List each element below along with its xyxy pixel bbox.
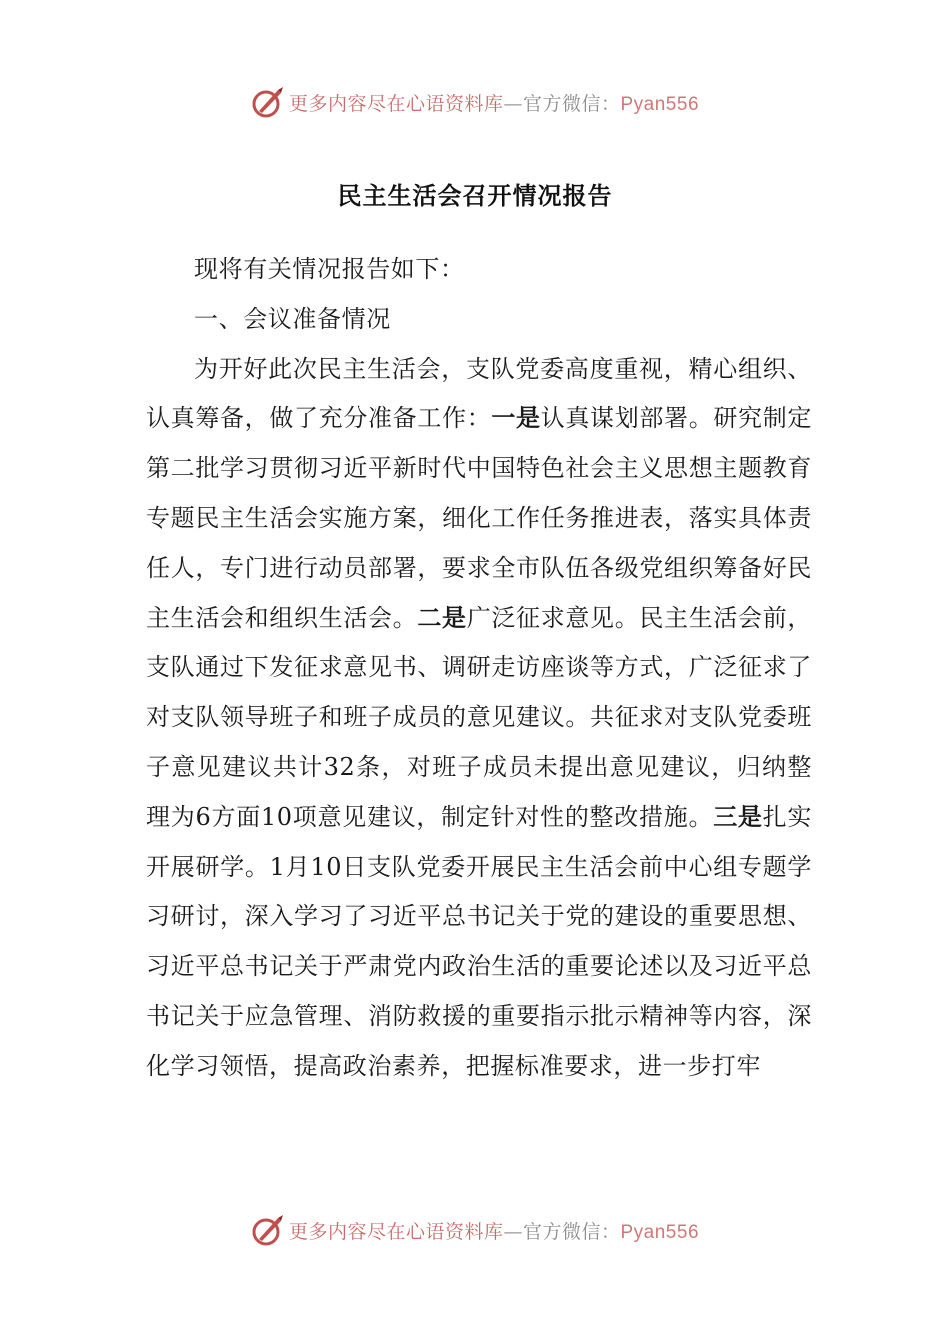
- paragraph-text: 扎实开展研学。1月10日支队党委开展民主生活会前中心组专题学习研讨，深入学习了习近平总书记关于党的建设的重要思想、习近平总书记关于严肃党内政治生活的重要论述以及习近平总书记关于应急管理、消防救援的重要指示批示精神等内容，深化学习领悟，提高政治素养，把握标准要求，进一步打牢: [146, 802, 813, 1080]
- document-title: 民主生活会召开情况报告: [337, 182, 613, 210]
- paragraph-text: 为开好此次民主生活会，支队党委高度重视，精心组织、认真筹备，做了充分准备工作：: [146, 354, 812, 433]
- bold-marker-second: 二是: [417, 603, 467, 632]
- section-heading: 一、会议准备情况: [194, 304, 391, 333]
- watermark-separator: —: [503, 1220, 523, 1243]
- bold-marker-first: 一是: [491, 404, 541, 433]
- watermark-wechat-id: Pyan556: [620, 1221, 700, 1243]
- watermark-banner-top: [0, 80, 950, 124]
- body-paragraph: [146, 345, 812, 1092]
- watermark-wechat-id: Pyan556: [620, 93, 700, 115]
- watermark-text: [289, 1217, 699, 1244]
- watermark-separator: —: [503, 92, 523, 115]
- watermark-banner-bottom: [0, 1208, 950, 1252]
- intro-paragraph: 现将有关情况报告如下：: [194, 255, 465, 283]
- paragraph-text: 认真谋划部署。研究制定第二批学习贯彻习近平新时代中国特色社会主义思想主题教育专题民主生活会实施方案，细化工作任务推进表，落实具体责任人，专门进行动员部署，要求全市队伍各级党组织筹备好民主生活会和组织生活会。: [146, 404, 812, 632]
- watermark-text: [289, 89, 699, 116]
- quill-logo-icon: [251, 1213, 285, 1247]
- quill-logo-icon: [251, 85, 285, 119]
- document-body: [146, 245, 812, 1092]
- watermark-label: 官方微信：: [522, 92, 621, 115]
- watermark-label: 官方微信：: [522, 1220, 621, 1243]
- bold-marker-third: 三是: [713, 802, 763, 831]
- watermark-prefix: 更多内容尽在心语资料库: [288, 92, 504, 115]
- paragraph-text: 广泛征求意见。民主生活会前，支队通过下发征求意见书、调研走访座谈等方式，广泛征求了对支队领导班子和班子成员的意见建议。共征求对支队党委班子意见建议共计32条，对班子成员未提出意见建议，归纳整理为6方面10项意见建议，制定针对性的整改措施。: [146, 603, 812, 831]
- watermark-prefix: 更多内容尽在心语资料库: [288, 1220, 504, 1243]
